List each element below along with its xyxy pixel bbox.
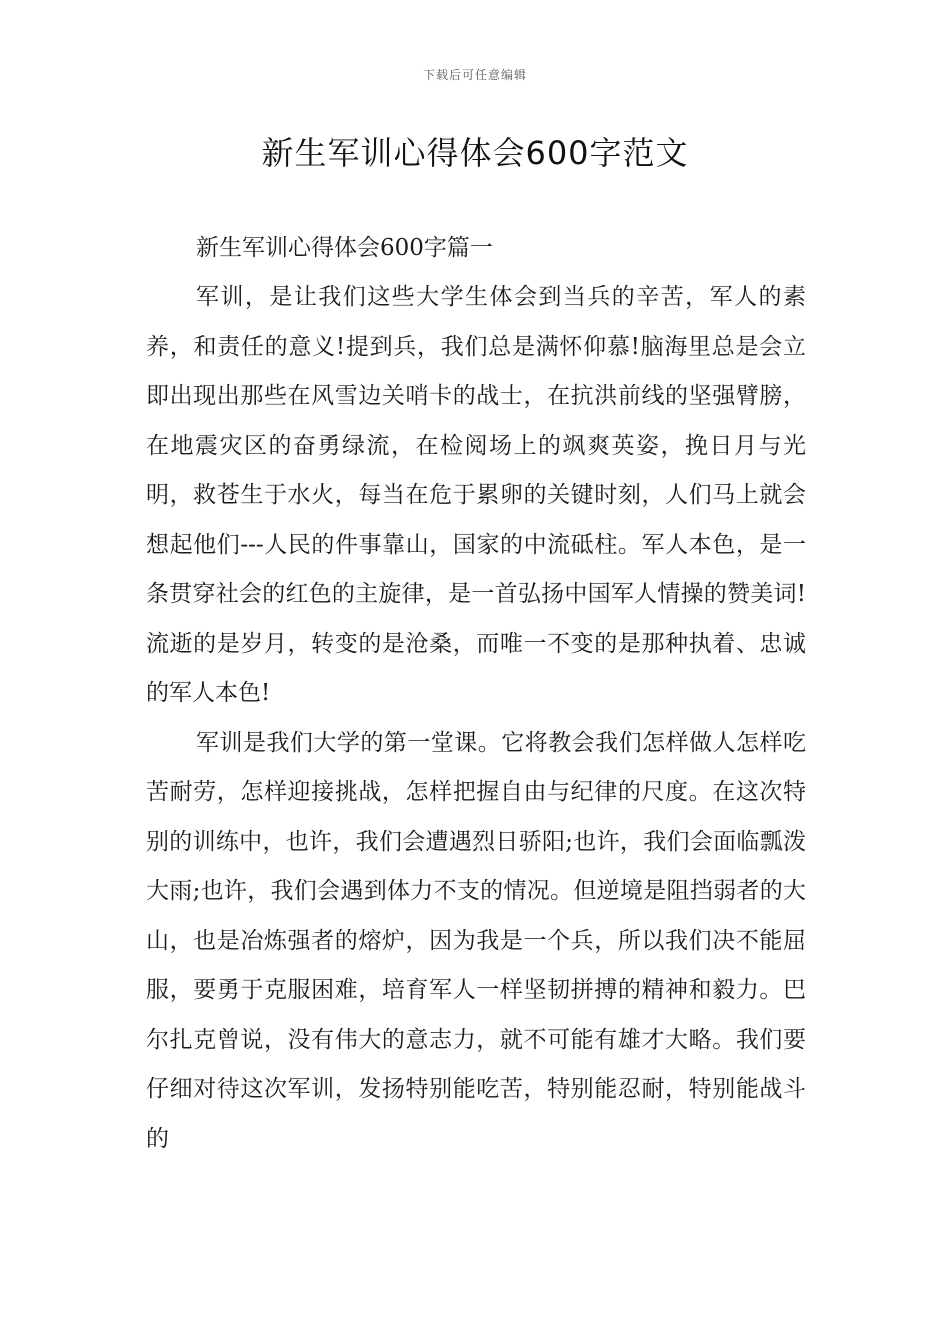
paragraph-1: 军训，是让我们这些大学生体会到当兵的辛苦，军人的素养，和责任的意义!提到兵，我们总是满怀仰慕!脑海里总是会立即出现出那些在风雪边关哨卡的战士，在抗洪前线的坚强臂膀，在地震灾区的奋勇绿流，在检阅场上的飒爽英姿，挽日月与光明，救苍生于水火，每当在危于累卵的关键时刻，人们马上就会想起他们---人民的件事靠山，国家的中流砥柱。军人本色，是一条贯穿社会的红色的主旋律，是一首弘扬中国军人情操的赞美词!流逝的是岁月，转变的是沧桑，而唯一不变的是那种执着、忠诚的军人本色!: [146, 284, 806, 706]
header-note: 下载后可任意编辑: [422, 68, 527, 82]
section-subheading: 新生军训心得体会600字篇一: [196, 235, 493, 261]
paragraph-2: 军训是我们大学的第一堂课。它将教会我们怎样做人怎样吃苦耐劳，怎样迎接挑战，怎样把握自由与纪律的尺度。在这次特别的训练中，也许，我们会遭遇烈日骄阳;也许，我们会面临瓢泼大雨;也许，我们会遇到体力不支的情况。但逆境是阻挡弱者的大山，也是冶炼强者的熔炉，因为我是一个兵，所以我们决不能屈服，要勇于克服困难，培育军人一样坚韧拼搏的精神和毅力。巴尔扎克曾说，没有伟大的意志力，就不可能有雄才大略。我们要仔细对待这次军训，发扬特别能吃苦，特别能忍耐，特别能战斗的: [146, 729, 806, 1152]
document-title: 新生军训心得体会600字范文: [261, 134, 689, 172]
document-body: [146, 224, 806, 1164]
